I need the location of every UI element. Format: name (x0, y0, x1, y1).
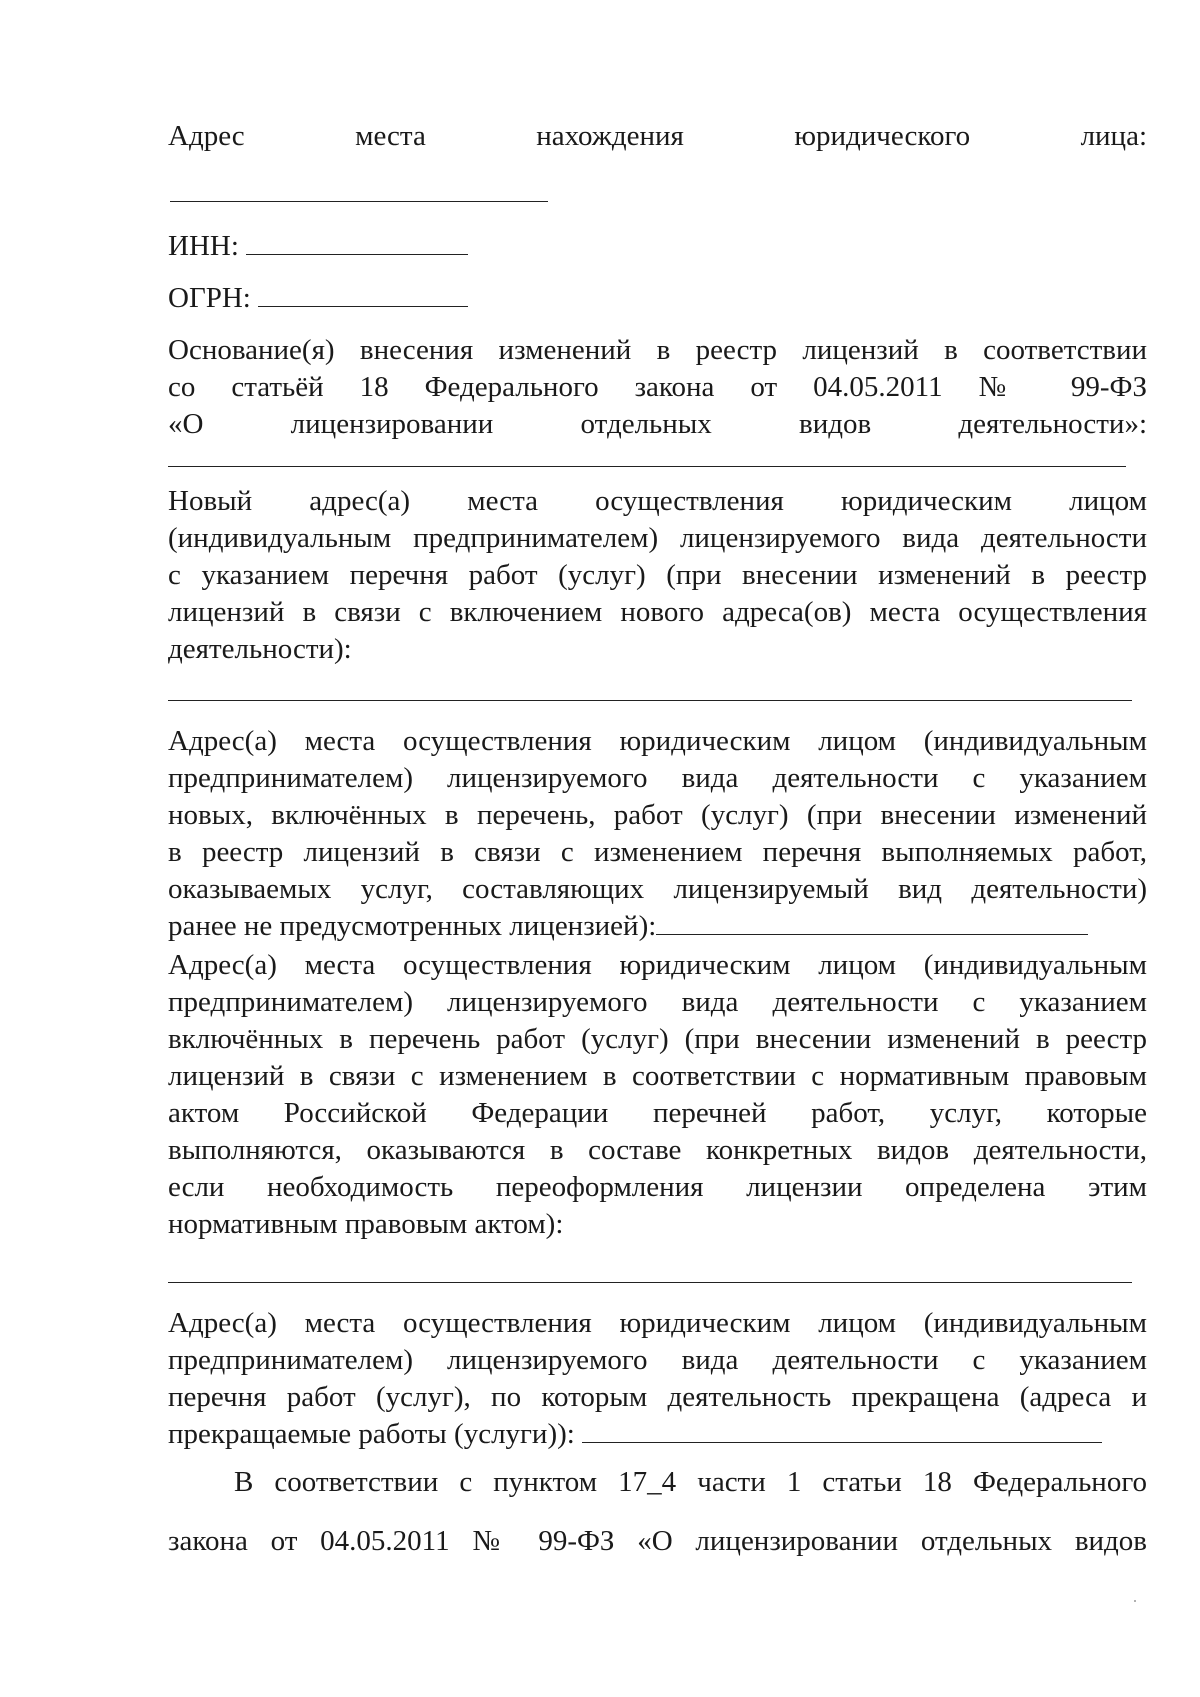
ogrn-label: ОГРН: (168, 282, 251, 314)
normative-line-1: Адрес(а) места осуществления юридическим лицом (индивидуальным (168, 949, 1147, 981)
new-works-line-4: в реестр лицензий в связи с изменением перечня выполняемых работ, (168, 836, 1147, 868)
terminated-line-3: перечня работ (услуг), по которым деятельность прекращена (адреса и (168, 1381, 1147, 1413)
inn-line (168, 226, 1147, 266)
new-address-line-2: (индивидуальным предпринимателем) лицензируемого вида деятельности (168, 522, 1147, 554)
basis-line-3: «О лицензировании отдельных видов деятельности»: (168, 408, 1147, 440)
normative-blank-line[interactable] (168, 1282, 1132, 1283)
terminated-line-2: предпринимателем) лицензируемого вида деятельности с указанием (168, 1344, 1147, 1376)
normative-line-8: нормативным правовым актом): (168, 1208, 564, 1240)
address-word-2: места (355, 120, 426, 152)
scan-speck (1134, 1600, 1136, 1602)
address-label-line (168, 116, 1147, 156)
address-word-5: лица: (1080, 120, 1148, 152)
address-word-4: юридического (794, 120, 971, 152)
ogrn-blank[interactable] (258, 280, 468, 307)
terminated-line-4-text: прекращаемые работы (услуги)): (168, 1418, 575, 1450)
basis-line-2: со статьёй 18 Федерального закона от 04.05.2011 № 99-ФЗ (168, 371, 1147, 403)
new-works-line-5: оказываемых услуг, составляющих лицензируемый вид деятельности) (168, 873, 1147, 905)
new-address-line-1: Новый адрес(а) места осуществления юридическим лицом (168, 485, 1147, 517)
new-works-line-2: предпринимателем) лицензируемого вида деятельности с указанием (168, 762, 1147, 794)
new-address-blank-line[interactable] (168, 700, 1132, 701)
new-address-line-4: лицензий в связи с включением нового адреса(ов) места осуществления (168, 596, 1147, 628)
terminated-blank[interactable] (582, 1416, 1102, 1443)
inn-label: ИНН: (168, 230, 239, 262)
normative-line-3: включённых в перечень работ (услуг) (при внесении изменений в реестр (168, 1023, 1147, 1055)
new-works-line-3: новых, включённых в перечень, работ (услуг) (при внесении изменений (168, 799, 1147, 831)
new-works-blank[interactable] (656, 908, 1088, 935)
new-works-line-6 (168, 906, 1147, 946)
terminated-line-1: Адрес(а) места осуществления юридическим лицом (индивидуальным (168, 1307, 1147, 1339)
normative-line-4: лицензий в связи с изменением в соответствии с нормативным правовым (168, 1060, 1147, 1092)
normative-line-6: выполняются, оказываются в составе конкретных видов деятельности, (168, 1134, 1147, 1166)
new-address-line-5: деятельности): (168, 633, 352, 665)
new-works-line-6-text: ранее не предусмотренных лицензией): (168, 910, 657, 942)
ogrn-line (168, 278, 1147, 318)
basis-blank-line[interactable] (168, 466, 1126, 467)
normative-line-7: если необходимость переоформления лицензии определена этим (168, 1171, 1147, 1203)
terminated-line-4 (168, 1414, 1147, 1454)
address-word-3: нахождения (536, 120, 684, 152)
inn-blank[interactable] (246, 228, 468, 255)
closing-line-1: В соответствии с пунктом 17_4 части 1 статьи 18 Федерального (234, 1466, 1147, 1498)
normative-line-2: предпринимателем) лицензируемого вида деятельности с указанием (168, 986, 1147, 1018)
closing-line-2: закона от 04.05.2011 № 99-ФЗ «О лицензировании отдельных видов (168, 1525, 1147, 1557)
address-blank-line[interactable] (170, 201, 548, 202)
new-address-line-3: с указанием перечня работ (услуг) (при внесении изменений в реестр (168, 559, 1147, 591)
address-word-1: Адрес (168, 120, 245, 152)
normative-line-5: актом Российской Федерации перечней работ, услуг, которые (168, 1097, 1147, 1129)
basis-line-1: Основание(я) внесения изменений в реестр лицензий в соответствии (168, 334, 1147, 366)
new-works-line-1: Адрес(а) места осуществления юридическим лицом (индивидуальным (168, 725, 1147, 757)
